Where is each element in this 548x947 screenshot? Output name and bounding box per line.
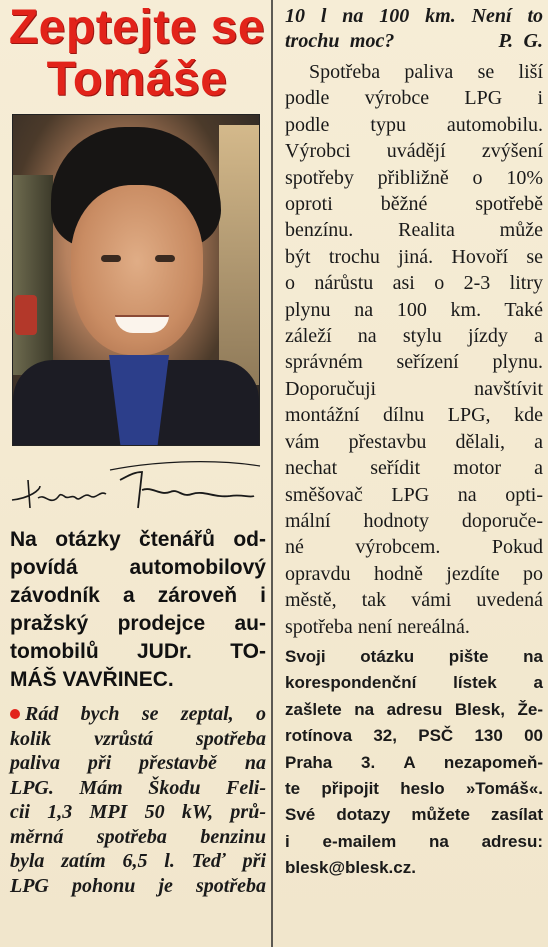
intro-line: povídá automobilový — [10, 556, 266, 579]
answer-line: spotřeby přibližně o 10% — [285, 166, 543, 189]
question-line: paliva při přestavbě na — [10, 752, 266, 774]
question-tail-line: 10 l na 100 km. Není to — [285, 5, 543, 27]
question-line-first: Rád bych se zeptal, o — [10, 702, 266, 727]
intro-line: pražský prodejce au- — [10, 612, 266, 635]
answer-line: nechat seřídit motor a — [285, 457, 543, 480]
left-column — [8, 0, 266, 898]
answer-line: benzínu. Realita může — [285, 219, 543, 242]
answer-paragraph — [285, 59, 543, 640]
answer-line: oproti běžné spotřebě — [285, 193, 543, 216]
answer-line: opravdu hodně jezdíte po — [285, 562, 543, 585]
headline-line-1: Zeptejte se — [8, 1, 266, 54]
answer-line: Spotřeba paliva se liší — [309, 61, 543, 83]
answer-line: né výrobcem. Pokud — [285, 536, 543, 559]
column-divider — [271, 0, 273, 947]
footer-line: te připojit heslo »Tomáš«. — [285, 778, 543, 798]
intro-line: závodník a zároveň i — [10, 584, 266, 607]
answer-line: vám přestavbu dělali, a — [285, 430, 543, 453]
answer-line: spotřeba není nereálná. — [285, 615, 470, 638]
footer-line: i e-mailem na adresu: — [285, 831, 543, 851]
handwritten-signature — [10, 450, 266, 516]
reader-question-continued — [285, 4, 543, 53]
answer-line: o nárůstu asi o 2-3 litry — [285, 272, 543, 295]
answer-line: montážní dílnu LPG, kde — [285, 404, 543, 427]
footer-line: blesk@blesk.cz. — [285, 858, 416, 878]
question-line: byla zatím 6,5 l. Teď při — [10, 850, 266, 872]
question-line: měrná spotřeba benzinu — [10, 825, 266, 848]
answer-line: Doporučuji navštívit — [285, 377, 543, 400]
reader-question — [10, 702, 266, 898]
question-tail-line: trochu moc? P. G. — [285, 29, 543, 52]
answer-line: být trochu jiná. Hovoří se — [285, 245, 543, 268]
footer-line: rotínova 32, PSČ 130 00 — [285, 726, 543, 746]
intro-line: tomobilů JUDr. TO- — [10, 640, 266, 663]
answer-line: směšovač LPG na opti- — [285, 483, 543, 506]
footer-line: Praha 3. A nezapomeň- — [285, 752, 543, 772]
portrait-photo — [12, 114, 260, 446]
answer-line: záleží na stylu jízdy a — [285, 325, 543, 348]
answer-line: Výrobci uvádějí zvýšení — [285, 140, 543, 163]
footer-line: Své dotazy můžete zasílat — [285, 805, 543, 825]
footer-line: korespondenční lístek a — [285, 673, 543, 693]
answer-line: plynu na 100 km. Také — [285, 298, 543, 321]
right-column — [285, 4, 543, 882]
intro-line: MÁŠ VAVŘINEC. — [10, 668, 174, 691]
footer-line: zašlete na adresu Blesk, Že- — [285, 699, 543, 719]
question-line: kolik vzrůstá spotřeba — [10, 727, 266, 750]
red-bullet-icon — [10, 709, 20, 719]
question-line: cii 1,3 MPI 50 kW, prů- — [10, 801, 266, 823]
answer-line: městě, tak vámi uvedená — [285, 589, 543, 612]
answer-line: správném seřízení plynu. — [285, 351, 543, 374]
headline — [8, 2, 266, 106]
footer-line: Svoji otázku pište na — [285, 646, 543, 666]
intro-paragraph — [10, 526, 266, 694]
submission-instructions — [285, 644, 543, 882]
headline-line-2: Tomáše — [46, 53, 228, 106]
question-line: LPG pohonu je spotřeba — [10, 874, 266, 897]
answer-line: mální hodnoty doporuče- — [285, 509, 543, 532]
question-line: LPG. Mám Škodu Feli- — [10, 776, 266, 799]
intro-line: Na otázky čtenářů od- — [10, 528, 266, 551]
answer-line: podle typu automobilu. — [285, 113, 543, 136]
answer-line: podle výrobce LPG i — [285, 87, 543, 110]
